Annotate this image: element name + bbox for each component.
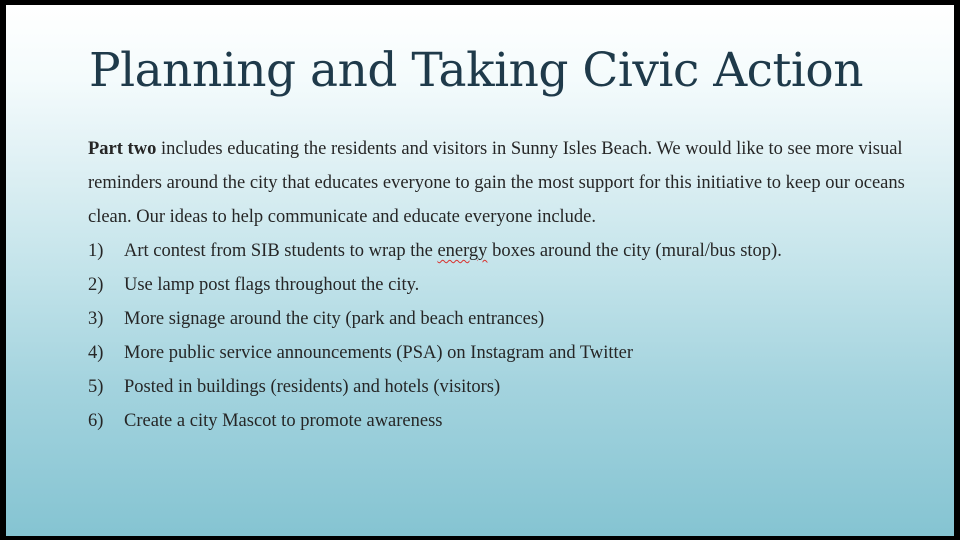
list-item-number: 6) [88, 411, 104, 431]
list-item-number: 5) [88, 377, 104, 397]
intro-paragraph [88, 132, 908, 234]
list-item-number: 1) [88, 241, 104, 261]
list-item [88, 302, 908, 336]
list-item-text: Use lamp post flags throughout the city. [124, 275, 420, 295]
list-item-text-continued: boxes around the city (mural/bus stop). [487, 241, 782, 261]
list-item [88, 234, 908, 268]
presentation-slide [6, 5, 954, 536]
list-item [88, 404, 908, 438]
list-item-number: 4) [88, 343, 104, 363]
list-item [88, 370, 908, 404]
intro-text: includes educating the residents and visitors in Sunny Isles Beach. We would like to see more visual reminders around the city that educates everyone to gain the most support for this initiative to keep our oceans clean. Our ideas to help communicate and educate everyone include. [88, 139, 905, 227]
ideas-list [88, 234, 908, 438]
list-item-number: 2) [88, 275, 104, 295]
list-item-text: Posted in buildings (residents) and hotels (visitors) [124, 377, 501, 397]
list-item-number: 3) [88, 309, 104, 329]
list-item-text: Art contest from SIB students to wrap the [124, 241, 438, 261]
intro-bold-lead: Part two [88, 139, 157, 159]
list-item [88, 268, 908, 302]
list-item [88, 336, 908, 370]
slide-body [88, 132, 908, 438]
list-item-text: More public service announcements (PSA) on Instagram and Twitter [124, 343, 634, 363]
list-item-text: More signage around the city (park and beach entrances) [124, 309, 545, 329]
list-item-text: Create a city Mascot to promote awareness [124, 411, 443, 431]
slide-title: Planning and Taking Civic Action [89, 43, 863, 98]
spellcheck-flagged-word: energy [437, 241, 488, 261]
